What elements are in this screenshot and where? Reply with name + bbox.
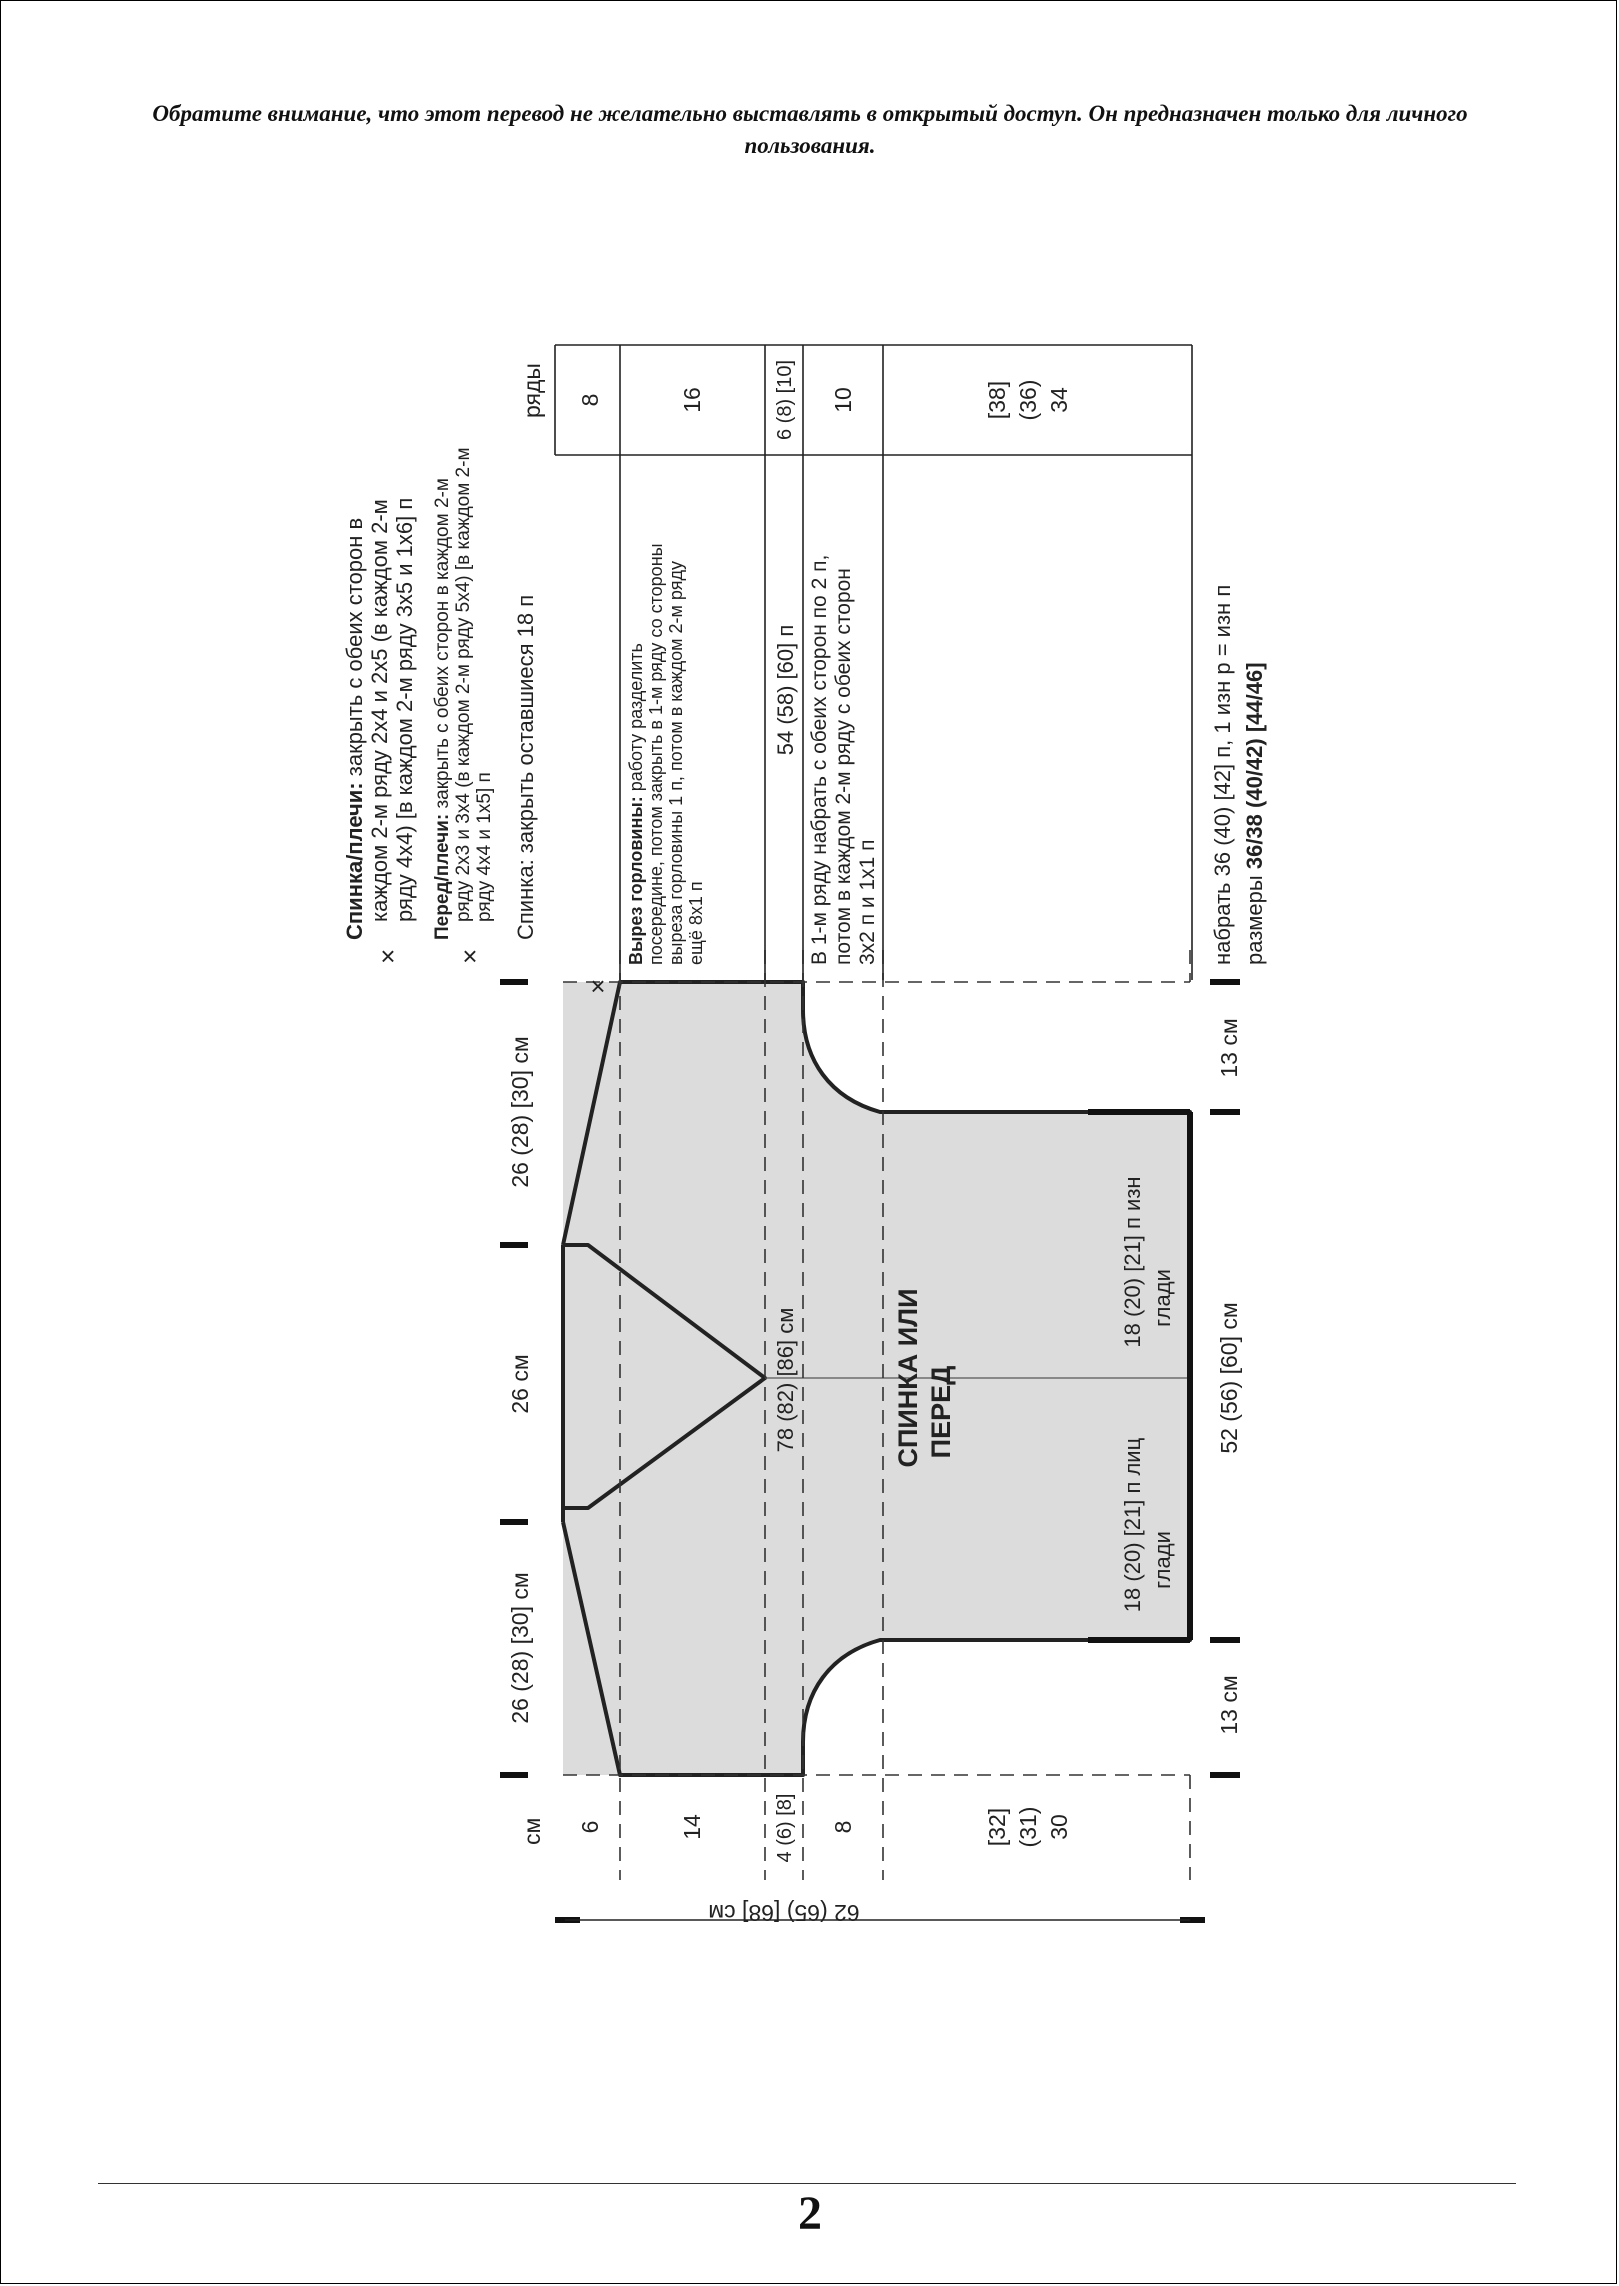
left-lower-0: [32] [984,1807,1010,1847]
right-col-2: 6 (8) [10] [774,359,796,441]
header-cm: см [519,1817,545,1845]
footer-rule [98,2183,1516,2184]
shoulder-right-width: 26 (28) [30] см [507,1036,533,1188]
left-lower-1: (31) [1015,1806,1041,1848]
note-sizes: размеры 36/38 (40/42) [44/46] [1242,662,1267,965]
right-lower-0: [38] [984,380,1010,420]
note-front-shoulders: Перед/плечи: закрыть с обеих сторон в каждом 2-м ряду 2х3 и 3х4 (в каждом 2-м ряду 5х4) [в каждом 2-м ряду 4х4 и 1х5] п [432,447,495,940]
right-lower-2: 34 [1046,387,1072,413]
left-col-0: 6 [577,1820,603,1834]
cross-marker-neck: × [590,971,606,1001]
notice-text: Обратите внимание, что этот перевод не желательно выставлять в открытый доступ. Он предназначен только для личного пользования. [152,101,1468,158]
piece-title-line2: ПЕРЕД [926,1365,956,1459]
stockinette-right-1: 18 (20) [21] п изн [1120,1176,1145,1348]
right-col-3: 10 [830,387,856,413]
left-lower-2: 30 [1046,1814,1072,1840]
page-number: 2 [798,2187,822,2240]
right-col-1: 16 [679,387,705,413]
note-cast-on: набрать 36 (40) [42] п, 1 изн р = изн п [1210,584,1235,965]
neck-width: 26 см [507,1354,533,1414]
sleeve-left-width: 13 см [1216,1675,1242,1735]
note-back-shoulders: Спинка/плечи: закрыть с обеих сторон в каждом 2-м ряду 2х4 и 2х5 (в каждом 2-м ряду 4х4) [в каждом 2-м ряду 3х5 и 1х6] п [342,497,417,940]
stockinette-right-2: глади [1150,1269,1175,1327]
stitches-mid: 54 (58) [60] п [773,624,798,756]
cross-marker-front: × [462,941,478,971]
total-height-label: 62 (65) [68] см [708,1900,860,1926]
cross-marker-back: × [380,941,396,971]
rotated-notes [342,442,1267,965]
shoulder-left-width: 26 (28) [30] см [507,1572,533,1724]
left-col-2: 4 (6) [8] [774,1793,796,1863]
sleeve-right-width: 13 см [1216,1018,1242,1078]
note-neckline: Вырез горловины: работу разделить посередине, потом закрыть в 1-м ряду со стороны выреза горловины 1 п, потом в каждом 2-м ряду ещё 8х1 п [626,543,706,965]
right-lower-1: (36) [1015,379,1041,421]
chest-width: 78 (82) [86] см [773,1307,798,1453]
right-col-0: 8 [577,393,603,407]
left-col-1: 14 [679,1814,705,1840]
piece-title-line1: СПИНКА ИЛИ [893,1288,923,1468]
header-rows: ряды [519,363,545,418]
body-width: 52 (56) [60] см [1216,1302,1242,1454]
stockinette-left-2: глади [1150,1531,1175,1589]
left-col-3: 8 [830,1820,856,1834]
stockinette-left-1: 18 (20) [21] п лиц [1120,1437,1145,1613]
note-back-close: Спинка: закрыть оставшиеся 18 п [513,594,538,940]
note-sleeves: В 1-м ряду набрать с обеих сторон по 2 п, потом в каждом 2-м ряду с обеих сторон 3х2 п и 1х1 п [808,554,879,965]
